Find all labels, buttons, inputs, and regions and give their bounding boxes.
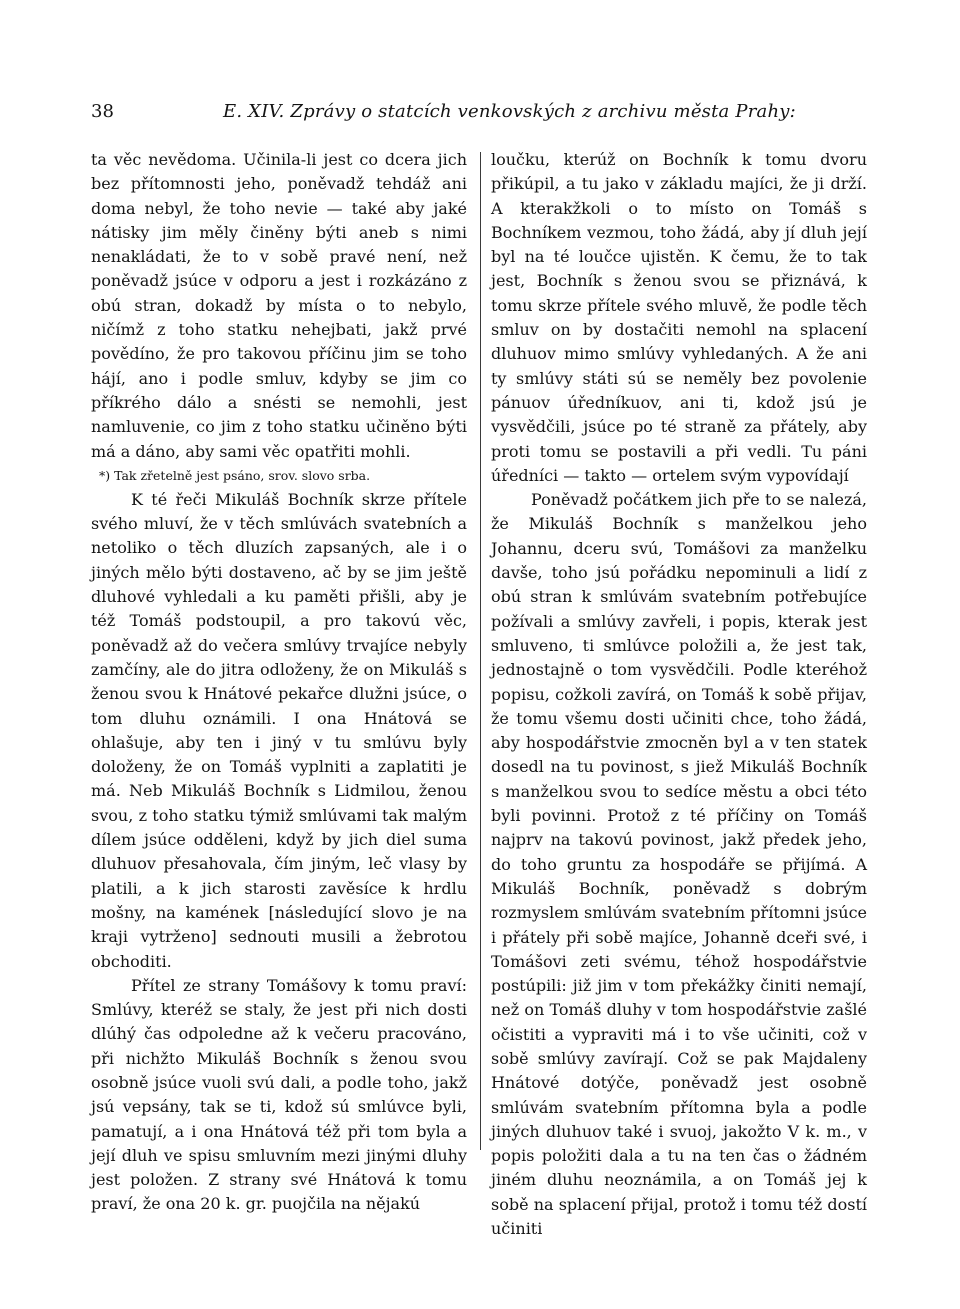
left-column <box>91 148 467 1217</box>
column-divider <box>480 152 481 1150</box>
right-paragraph-1: loučku, kterúž on Bochník k tomu dvoru přikúpil, a tu jako v základu majíci, že ji drží. A kterakžkoli o to místo on Tomáš s Bochníkem vezmou, toho žádá, aby jí dluh její byl na té loučce ujistěn. K čemu, že to tak jest, Bochník s ženou svou se přiznává, k tomu skrze přítele svého mluvě, že podle těch smluv on by dostačiti nemohl na splacení dluhuov mimo smlúvy vyhledaných. A že ani ty smlúvy státi sú se neměly bez povolenie pánuov úředníkuov, ani ti, kdož jsú je vysvědčili, jsúce po té straně za přátely, aby proti tomu se postavili a při vedli. Tu páni úředníci — takto — ortelem svým vypovídají <box>491 150 867 485</box>
page-number: 38 <box>91 101 114 122</box>
right-paragraph-2: Poněvadž počátkem jich pře to se nalezá, že Mikuláš Bochník s manželkou jeho Johannu, dceru svú, Tomášovi za manželku davše, toho jsú pořádku nepominuli a lidí z obú stran k smlúvám svatebním potřebujíce požívali a smlúvy zavřeli, i popis, kterak jest smluveno, ti smlúvce položili a, že jest tak, jednostajně o tom vysvědčili. Podle kteréhož popisu, cožkoli zavírá, on Tomáš k sobě přijav, že tomu všemu dosti učiniti chce, toho žádá, aby hospodářstvie zmocněn byl a v ten statek dosedl na tu povinost, s jiež Mikuláš Bochník s manželkou svou to sedíce městu a obci této byli povinni. Protož z té příčiny on Tomáš najprv na takovú povinost, jakž předek jeho, do toho gruntu za hospodáře se přijímá. A Mikuláš Bochník, poněvadž s dobrým rozmyslem smlúvám svatebním přítomni jsúce i přátely při sobě majíce, Johanně dceři své, i Tomášovi zeti svému, téhož hospodářstvie postúpili: již jim v tom překážky činiti nemají, než on Tomáš dluhy v tom hospodářstvie zašlé očistiti a vypraviti má i to vše učiniti, což v sobě smlúvy zavírají. Což se pak Majdaleny Hnátové dotýče, poněvadž jest osobně smlúvám svatebním přítomna byla a podle jiných dluhuov také i svuoj, jakožto V k. m., v popis položiti dala a tu na ten čas o žádném jiném dluhu neoznámila, a on Tomáš jej k sobě na splacení přijal, protož i tomu též dostí učiniti <box>491 490 867 1239</box>
left-paragraph-3: Přítel ze strany Tomášovy k tomu praví: Smlúvy, kteréž se staly, že jest při nich dosti dlúhý čas odpoledne až k večeru pracováno, při nichžto Mikuláš Bochník s ženou svou osobně jsúce vuoli svú dali, a podle toho, jakž jsú vepsány, tak se ti, kdož sú smlúvce byli, pamatují, a i ona Hnátová též při tom byla a její dluh ve spisu smluvním mezi jinými dluhy jest položen. Z strany své Hnátová k tomu praví, že ona 20 k. gr. puojčila na nějakú <box>91 975 467 1214</box>
left-paragraph-2: K té řeči Mikuláš Bochník skrze přítele svého mluví, že v těch smlúvách svatebních a netoliko o těch dluzích zapsaných, ale i o jiných mělo býti dostaveno, ač by se jim ještě dluhové vyhledali a ku paměti přišli, aby je též Tomáš podstoupil, a pro takovú věc, poněvadž až do večera smlúvy trvajíce nebyly zamčíny, ale do jitra odloženy, že on Mikuláš s ženou svou k Hnátové pekařce dlužni jsúce, o tom dluhu oznámili. I ona Hnátová se ohlašuje, aby ten i jiný v tu smlúvu byly doloženy, že on Tomáš vyplniti a zaplatiti je má. Neb Mikuláš Bochník s Lidmilou, ženou svou, z toho statku týmiž smlúvami tak malým dílem jsúce odděleni, když by jich diel suma dluhuov přesahovala, čím jiným, leč vlasy by platili, a k jich starosti zavěsíce k hrdlu mošny, na kamének [následující slovo je na kraji vytrženo] sednouti musili a žebrotou obchoditi. <box>91 489 467 971</box>
running-head: E. XIV. Zprávy o statcích venkovských z archivu města Prahy: <box>223 101 796 122</box>
left-paragraph-1: ta věc nevědoma. Učinila-li jest co dcera jich bez přítomnosti jeho, poněvadž tehdáž ani doma nebyl, že toho nevie — také aby jaké nátisky jim měly činěny býti aneb s nimi nenakládati, že to v sobě pravé není, než poněvadž jsúce v odporu a jest i rozkázáno z obú stran, dokadž by místa o to nebylo, ničímž z toho statku nehejbati, jakž prvé povědíno, že pro takovou příčinu jim se toho hájí, ano i podle smluv, kdyby se jim co příkrého dálo a snésti se nemohli, jest namluvenie, co jim z toho statku učiněno býti má a dáno, aby sami věc opatřiti mohli. <box>91 150 467 461</box>
right-column <box>491 148 867 1241</box>
footnote: *) Tak zřetelně jest psáno, srov. slovo srba. <box>99 467 371 483</box>
